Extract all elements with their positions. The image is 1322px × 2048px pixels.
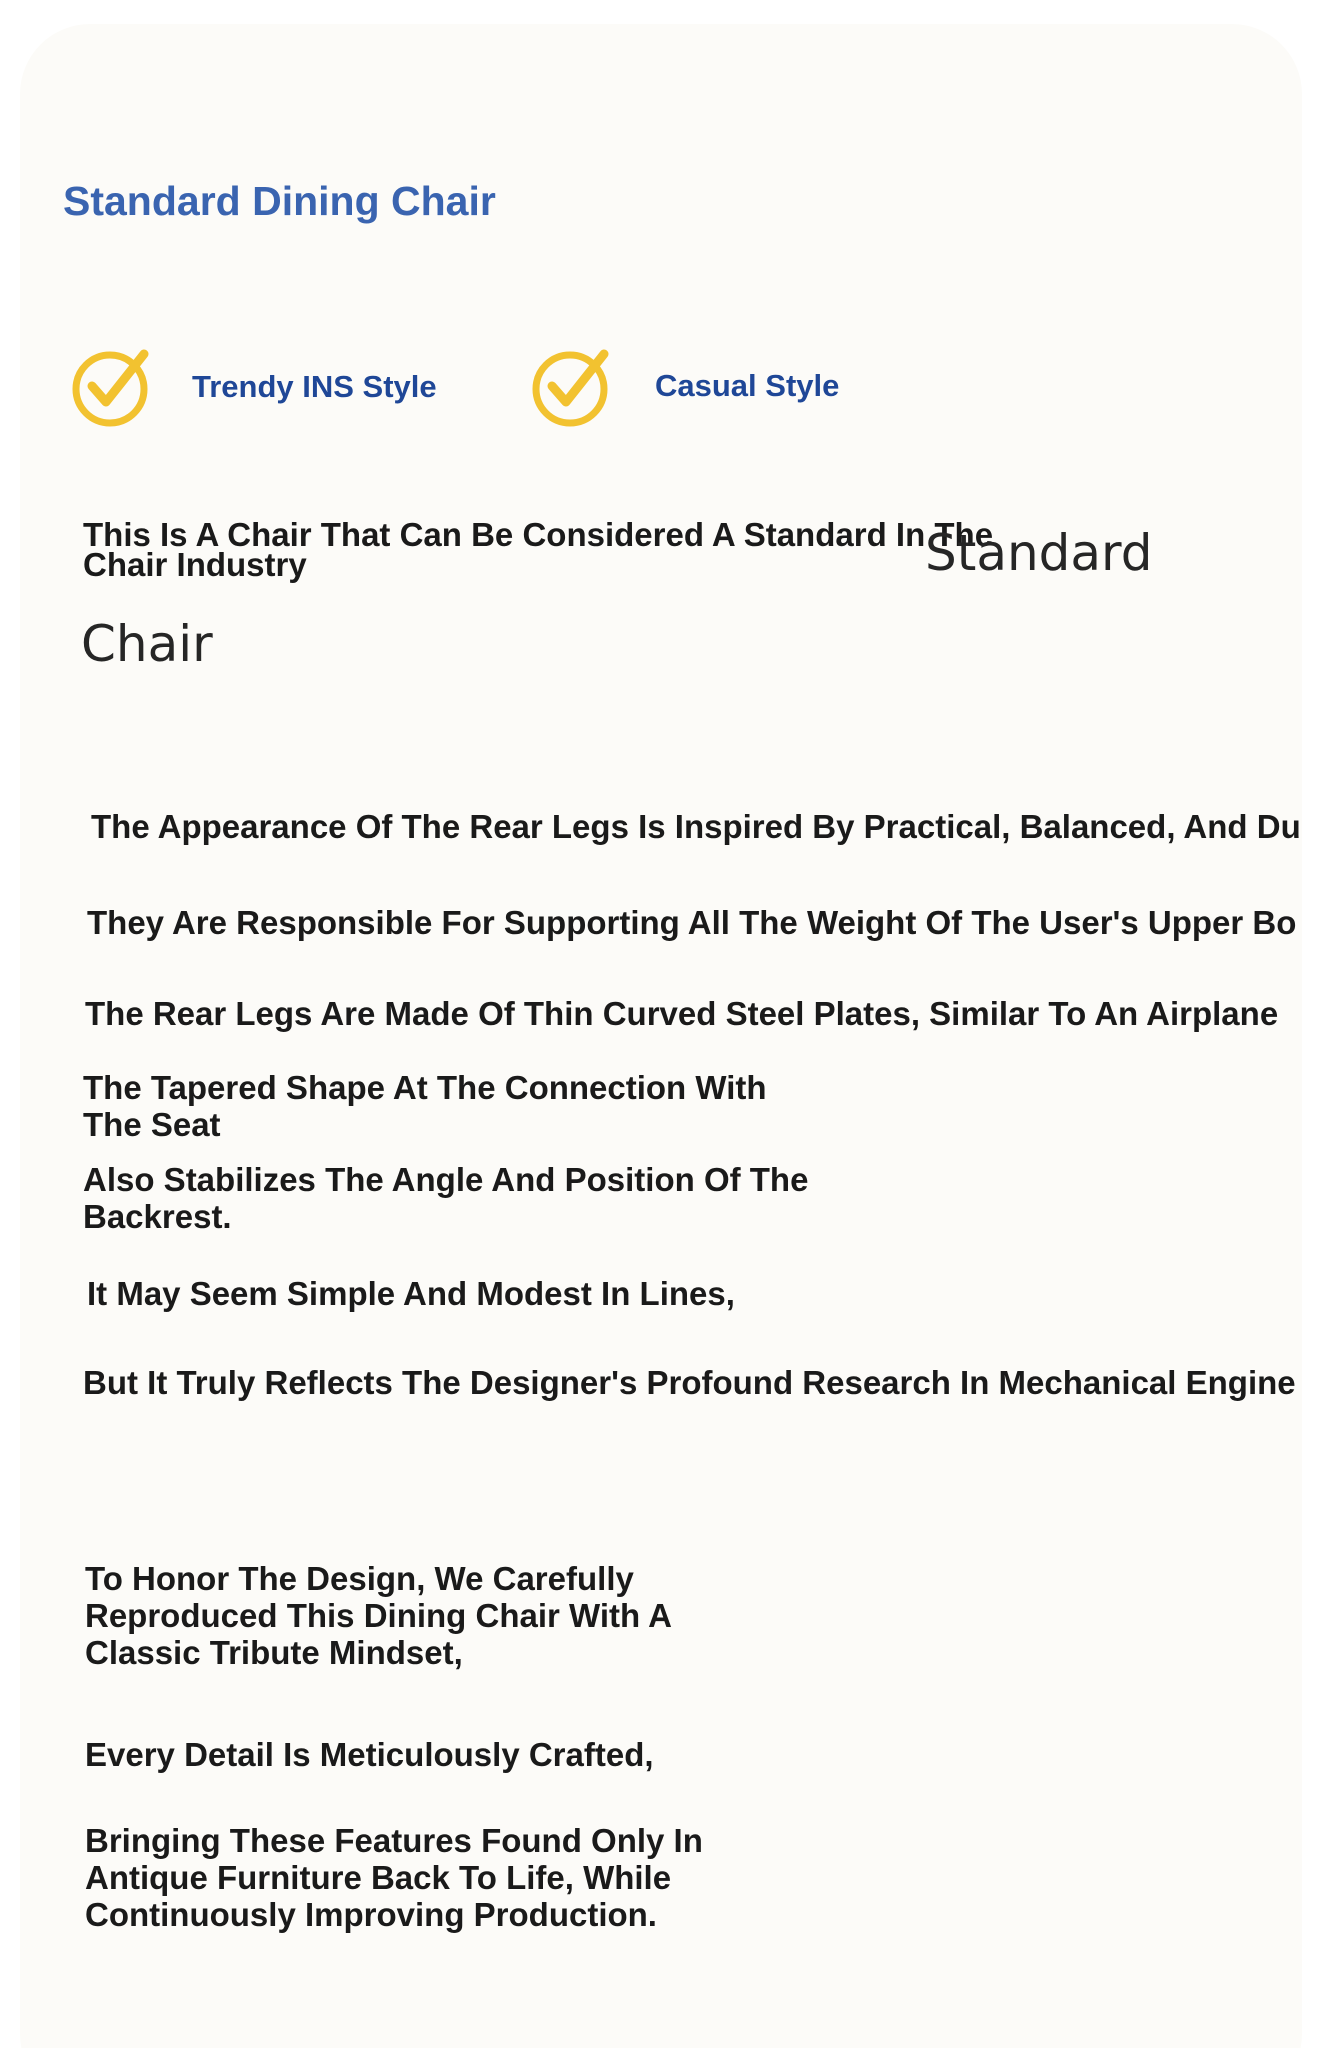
paragraph-honor-design: To Honor The Design, We Carefully Reproduced This Dining Chair With A Classic Tribute Mindset, — [85, 1560, 671, 1671]
intro-line-2: Chair Industry — [83, 546, 307, 583]
paragraph-tapered-shape: The Tapered Shape At The Connection With The Seat — [83, 1069, 767, 1143]
overlay-word-chair: Chair — [81, 615, 213, 673]
page-title: Standard Dining Chair — [63, 178, 496, 224]
tag-label-casual-style: Casual Style — [655, 368, 840, 403]
paragraph-designer-research: But It Truly Reflects The Designer's Profound Research In Mechanical Engine — [83, 1364, 1296, 1401]
paragraph-simple-lines: It May Seem Simple And Modest In Lines, — [87, 1275, 735, 1312]
overlay-word-standard: Standard — [925, 524, 1153, 582]
paragraph-meticulously-crafted: Every Detail Is Meticulously Crafted, — [85, 1736, 654, 1773]
paragraph-rear-legs-appearance: The Appearance Of The Rear Legs Is Inspired By Practical, Balanced, And Du — [91, 808, 1301, 845]
tag-label-trendy-ins-style: Trendy INS Style — [192, 369, 437, 404]
paragraph-steel-plates: The Rear Legs Are Made Of Thin Curved Steel Plates, Similar To An Airplane — [85, 995, 1279, 1032]
intro-line-1: This Is A Chair That Can Be Considered A Standard In The — [83, 516, 994, 553]
paragraph-stabilizes-backrest: Also Stabilizes The Angle And Position Of The Backrest. — [83, 1161, 809, 1235]
paragraph-antique-features: Bringing These Features Found Only In Antique Furniture Back To Life, While Continuously Improving Production. — [85, 1822, 703, 1933]
check-circle-icon — [530, 344, 614, 428]
paragraph-support-weight: They Are Responsible For Supporting All The Weight Of The User's Upper Bo — [87, 904, 1297, 941]
check-circle-icon — [70, 344, 154, 428]
